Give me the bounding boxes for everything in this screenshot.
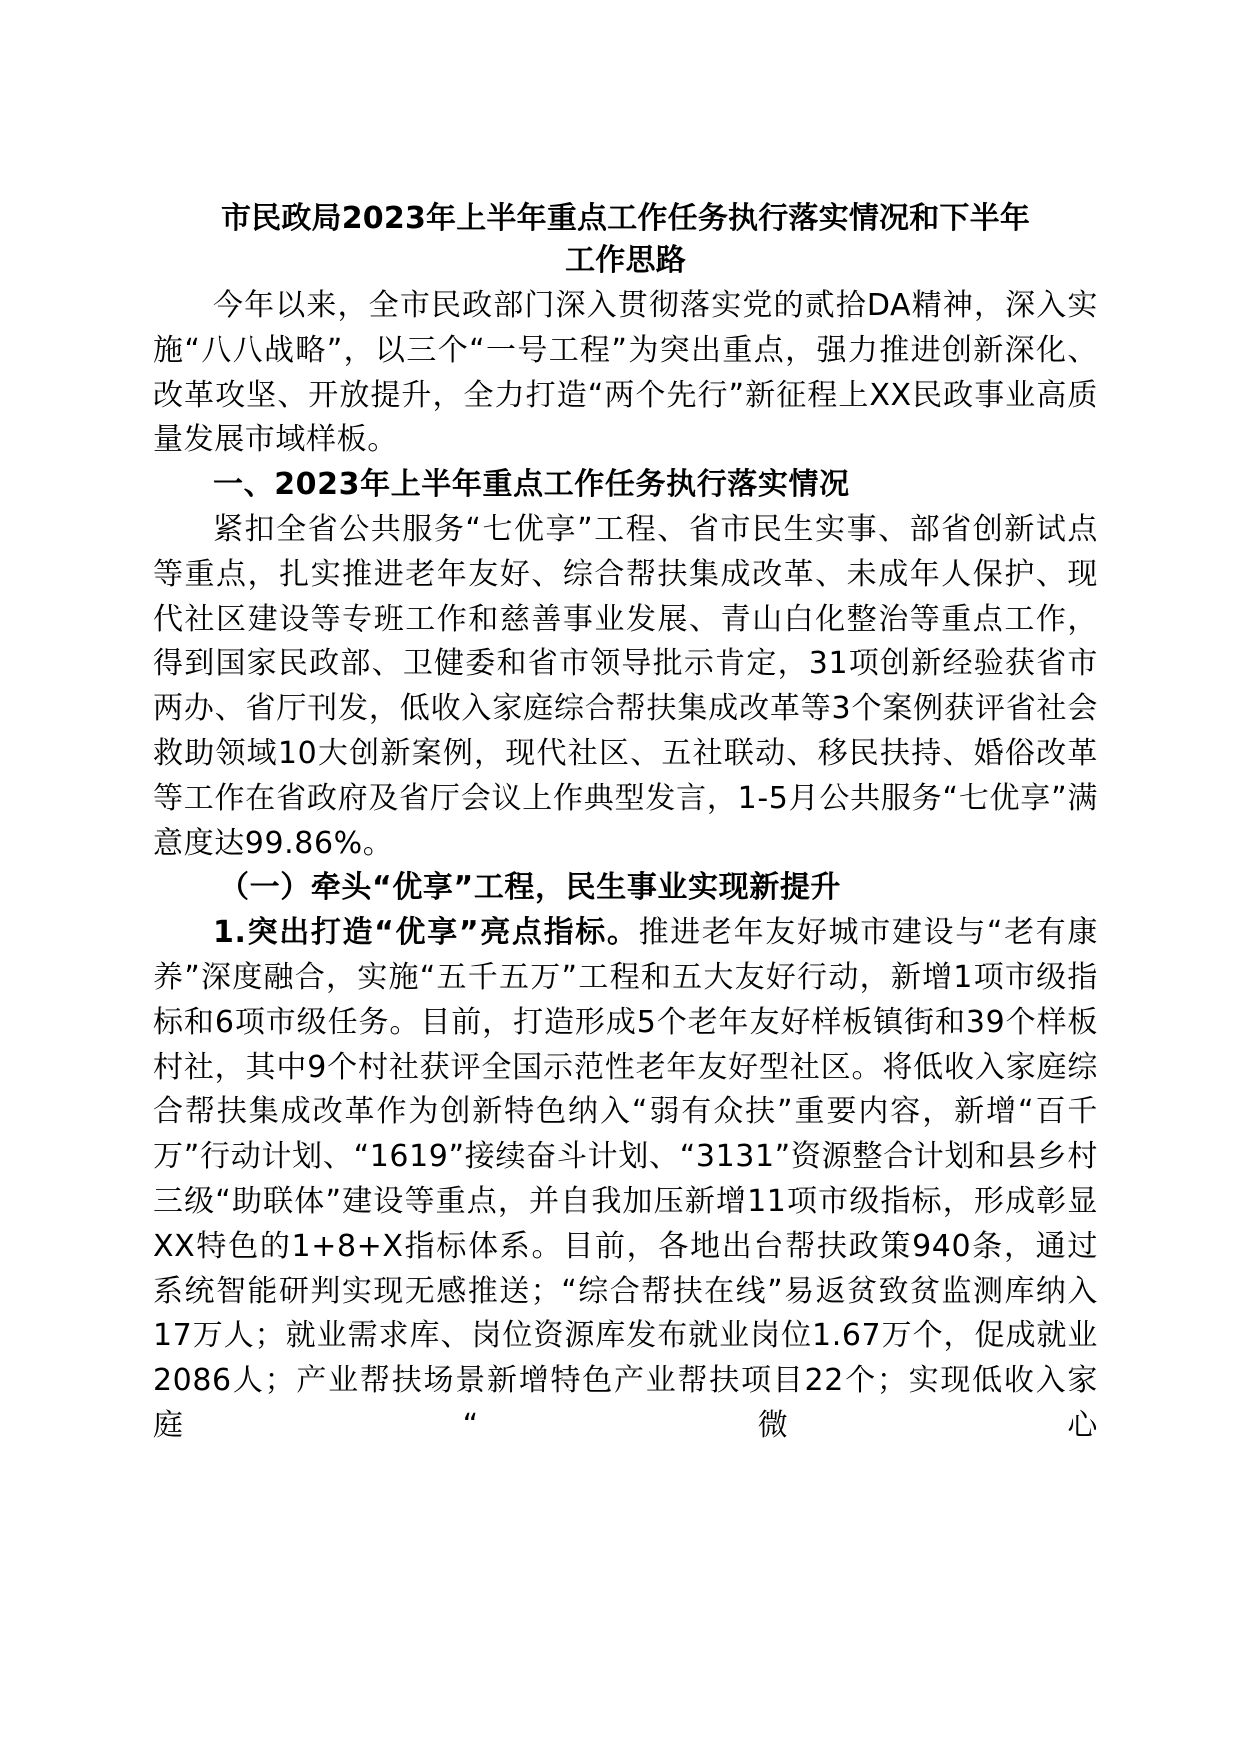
section-1-paragraph: 紧扣全省公共服务“七优享”工程、省市民生实事、部省创新试点等重点，扎实推进老年友好、综合帮扶集成改革、未成年人保护、现代社区建设等专班工作和慈善事业发展、青山白化整治等重点工作，得到国家民政部、卫健委和省市领导批示肯定，31项创新经验获省市两办、省厅刊发，低收入家庭综合帮扶集成改革等3个案例获评省社会救助领域10大创新案例，现代社区、五社联动、移民扶持、婚俗改革等工作在省政府及省厅会议上作典型发言，1-5月公共服务“七优享”满意度达99.86%。 [153, 511, 1098, 861]
item-1-lead: 1.突出打造“优享”亮点指标。 [213, 915, 639, 951]
item-1-body: 推进老年友好城市建设与“老有康养”深度融合，实施“五千五万”工程和五大友好行动，新增1项市级指标和6项市级任务。目前，打造形成5个老年友好样板镇街和39个样板村社，其中9个村社获评全国示范性老年友好型社区。将低收入家庭综合帮扶集成改革作为创新特色纳入“弱有众扶”重要内容，新增“百千万”行动计划、“1619”接续奋斗计划、“3131”资源整合计划和县乡村三级“助联体”建设等重点，并自我加压新增11项市级指标，形成彰显XX特色的1+8+X指标体系。目前，各地出台帮扶政策940条，通过系统智能研判实现无感推送；“综合帮扶在线”易返贫致贫监测库纳入17万人；就业需求库、岗位资源库发布就业岗位1.67万个，促成就业2086人；产业帮扶场景新增特色产业帮扶项目22个；实现低收入家庭“微心 [153, 915, 1098, 1443]
section-heading-1: 一、2023年上半年重点工作任务执行落实情况 [213, 467, 850, 503]
subsection-heading-1: （一）牵头“优享”工程，民生事业实现新提升 [219, 870, 842, 906]
document-page [153, 198, 1098, 1449]
document-title-line-2: 工作思路 [565, 243, 686, 278]
document-title-line-1: 市民政局2023年上半年重点工作任务执行落实情况和下半年 [220, 201, 1031, 236]
document-title [153, 198, 1098, 282]
intro-paragraph: 今年以来，全市民政部门深入贯彻落实党的贰拾DA精神，深入实施“八八战略”，以三个“一号工程”为突出重点，强力推进创新深化、改革攻坚、开放提升，全力打造“两个先行”新征程上XX民政事业高质量发展市域样板。 [153, 288, 1098, 458]
item-1-paragraph [153, 911, 1098, 1449]
